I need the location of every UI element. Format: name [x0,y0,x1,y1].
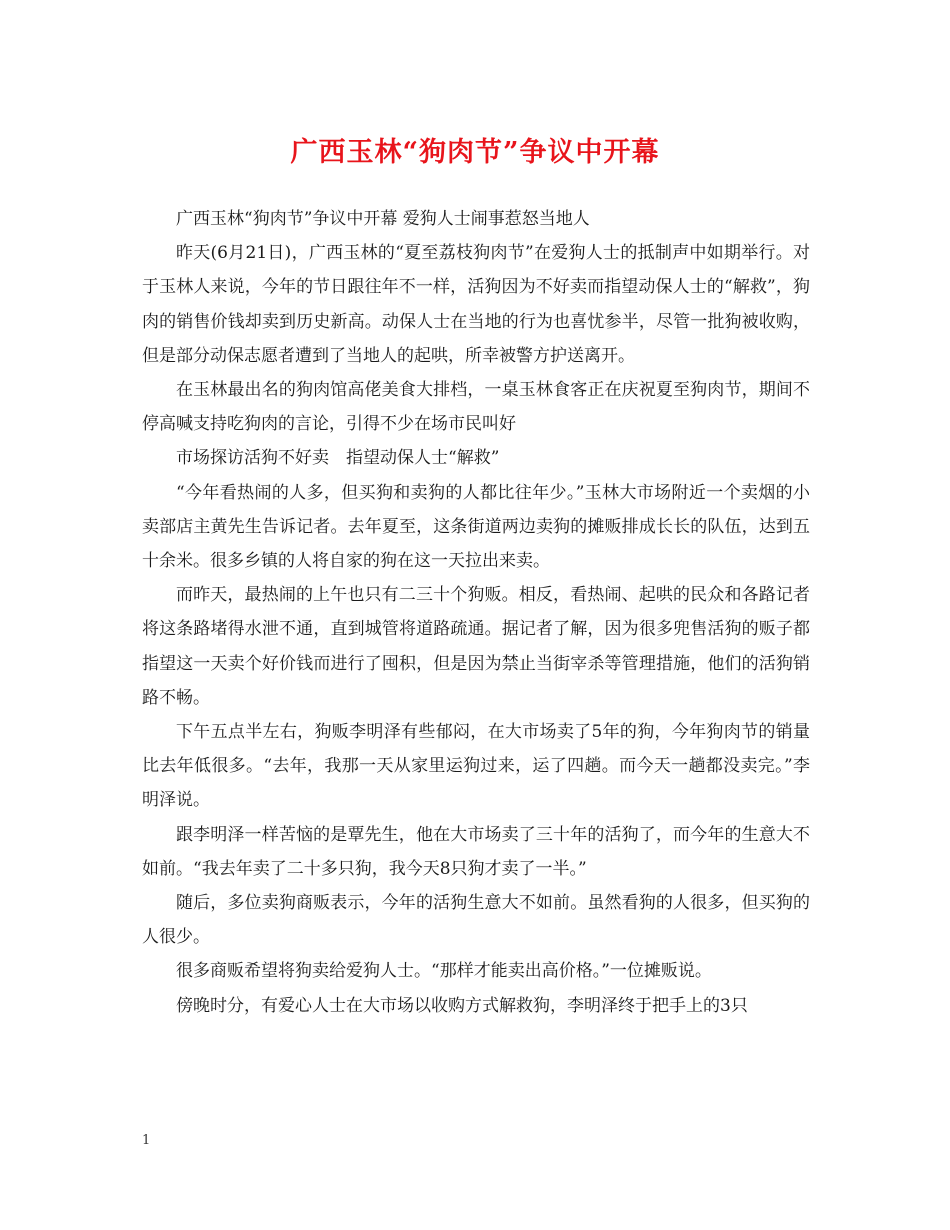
page-title: 广西玉林“狗肉节”争议中开幕 [290,137,660,168]
page-number: 1 [142,1133,151,1148]
article-body [142,202,810,1023]
paragraph: 很多商贩希望将狗卖给爱狗人士。“那样才能卖出高价格。”一位摊贩说。 [176,961,712,982]
paragraph-subtitle: 广西玉林“狗肉节”争议中开幕 爱狗人士闹事惹怒当地人 [176,209,590,229]
paragraph: 傍晚时分，有爱心人士在大市场以收购方式解救狗，李明泽终于把手上的3只 [176,995,748,1016]
paragraph: 昨天(6月21日)，广西玉林的“夏至荔枝狗肉节”在爱狗人士的抵制声中如期举行。对于玉林人来说，今年的节日跟往年不一样，活狗因为不好卖而指望动保人士的“解救”，狗肉的销售价钱却卖到历史新高。动保人士在当地的行为也喜忧参半，尽管一批狗被收购，但是部分动保志愿者遭到了当地人的起哄，所幸被警方护送离开。 [142,243,810,366]
paragraph: 而昨天，最热闹的上午也只有二三十个狗贩。相反，看热闹、起哄的民众和各路记者将这条路堵得水泄不通，直到城管将道路疏通。据记者了解，因为很多兜售活狗的贩子都指望这一天卖个好价钱而进行了囤积，但是因为禁止当街宰杀等管理措施，他们的活狗销路不畅。 [142,585,810,708]
paragraph: 跟李明泽一样苦恼的是覃先生，他在大市场卖了三十年的活狗了，而今年的生意大不如前。“我去年卖了二十多只狗，我今天8只狗才卖了一半。” [142,824,810,879]
paragraph: “今年看热闹的人多，但买狗和卖狗的人都比往年少。”玉林大市场附近一个卖烟的小卖部店主黄先生告诉记者。去年夏至，这条街道两边卖狗的摊贩排成长长的队伍，达到五十余米。很多乡镇的人将自家的狗在这一天拉出来卖。 [142,482,810,572]
paragraph: 随后，多位卖狗商贩表示，今年的活狗生意大不如前。虽然看狗的人很多，但买狗的人很少。 [142,893,810,948]
paragraph: 下午五点半左右，狗贩李明泽有些郁闷，在大市场卖了5年的狗，今年狗肉节的销量比去年低很多。“去年，我那一天从家里运狗过来，运了四趟。而今天一趟都没卖完。”李明泽说。 [142,722,810,811]
paragraph-section-heading: 市场探访活狗不好卖 指望动保人士“解救” [176,448,500,469]
paragraph: 在玉林最出名的狗肉馆高佬美食大排档，一桌玉林食客正在庆祝夏至狗肉节，期间不停高喊支持吃狗肉的言论，引得不少在场市民叫好 [142,380,810,435]
